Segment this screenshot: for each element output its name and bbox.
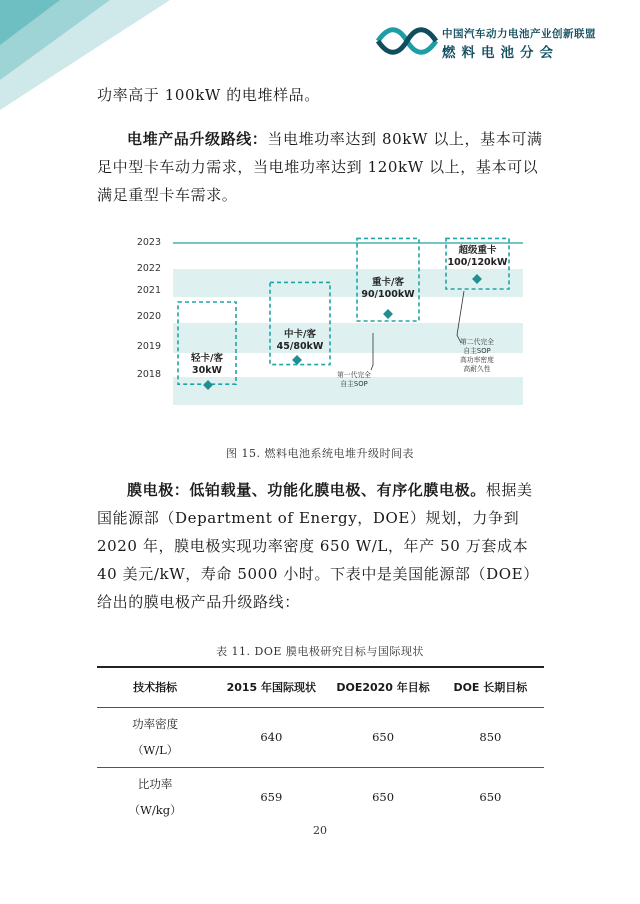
product-label: 中卡/客 [284,329,316,340]
table-header-row [97,667,544,707]
product-power: 45/80kW [276,341,324,352]
annotation-text: 自主SOP [340,380,368,388]
product-label: 重卡/客 [372,277,404,288]
paragraph-2 [97,125,547,209]
header-logo [376,24,616,60]
value-2015: 659 [260,790,283,805]
annotation-text: 高耐久性 [463,365,491,373]
metric-cell [97,767,213,827]
alliance-logo-icon [376,24,438,58]
paragraph-3-heading: 膜电极：低铂载量、功能化膜电极、有序化膜电极。 [127,481,486,499]
header-metric: 技术指标 [97,667,213,707]
metric-name: 功率密度 [132,717,179,731]
figure-caption: 图 15. 燃料电池系统电堆升级时间表 [226,447,414,460]
product-marker [292,355,302,365]
mea-target-table [97,666,544,827]
header-2020: DOE2020 年目标 [329,667,436,707]
paragraph-3-text: 根据美国能源部（Department of Energy，DOE）规划，力争到 2020 年，膜电极实现功率密度 650 W/L，年产 50 万套成本 40 美元/kW，寿命 5000 小时。下表中是美国能源部（DOE）给出的膜电极产品升级路线： [97,481,539,611]
y-tick-label: 2020 [136,311,161,322]
product-power: 90/100kW [361,289,415,300]
annotation-text: 自主SOP [463,347,491,355]
org-branch: 燃料电池分会 [442,45,559,61]
header-2015: 2015 年国际现状 [213,667,329,707]
paragraph-2-text: 当电堆功率达到 80kW 以上，基本可满足中型卡车动力需求，当电堆功率达到 120kW 以上，基本可以满足重型卡车需求。 [97,130,543,204]
product-marker [383,309,393,319]
org-name: 中国汽车动力电池产业创新联盟 [442,28,596,40]
value-2015: 640 [213,707,329,767]
table-row [97,767,544,827]
annotation-text: 第二代完全 [460,338,494,346]
metric-cell [97,707,213,767]
value-2020: 650 [372,790,395,805]
paragraph-2-heading: 电堆产品升级路线： [127,130,268,148]
y-tick-label: 2018 [136,369,161,380]
header-long-term: DOE 长期目标 [437,667,544,707]
stack-upgrade-chart [133,225,523,415]
metric-unit: （W/L） [131,743,179,757]
metric-unit: （W/kg） [128,803,182,818]
y-tick-label: 2021 [136,285,161,296]
y-tick-label: 2019 [136,341,161,352]
chart-band [173,269,523,297]
value-long-term: 850 [437,707,544,767]
metric-name: 比功率 [137,777,173,792]
table-row [97,707,544,767]
product-power: 100/120kW [447,257,508,268]
y-tick-label: 2023 [136,237,161,248]
value-long-term: 650 [479,790,502,805]
product-label: 超级重卡 [458,245,497,256]
table-caption: 表 11. DOE 膜电极研究目标与国际现状 [216,645,424,658]
paragraph-3 [97,476,547,616]
value-2020: 650 [329,707,436,767]
product-power: 30kW [191,365,223,376]
y-tick-label: 2022 [136,263,161,274]
annotation-text: 高功率密度 [460,356,494,364]
paragraph-1: 功率高于 100kW 的电堆样品。 [97,86,320,104]
annotation-text: 第一代完全 [337,371,371,379]
page-number: 20 [313,824,327,837]
product-label: 轻卡/客 [191,353,223,364]
